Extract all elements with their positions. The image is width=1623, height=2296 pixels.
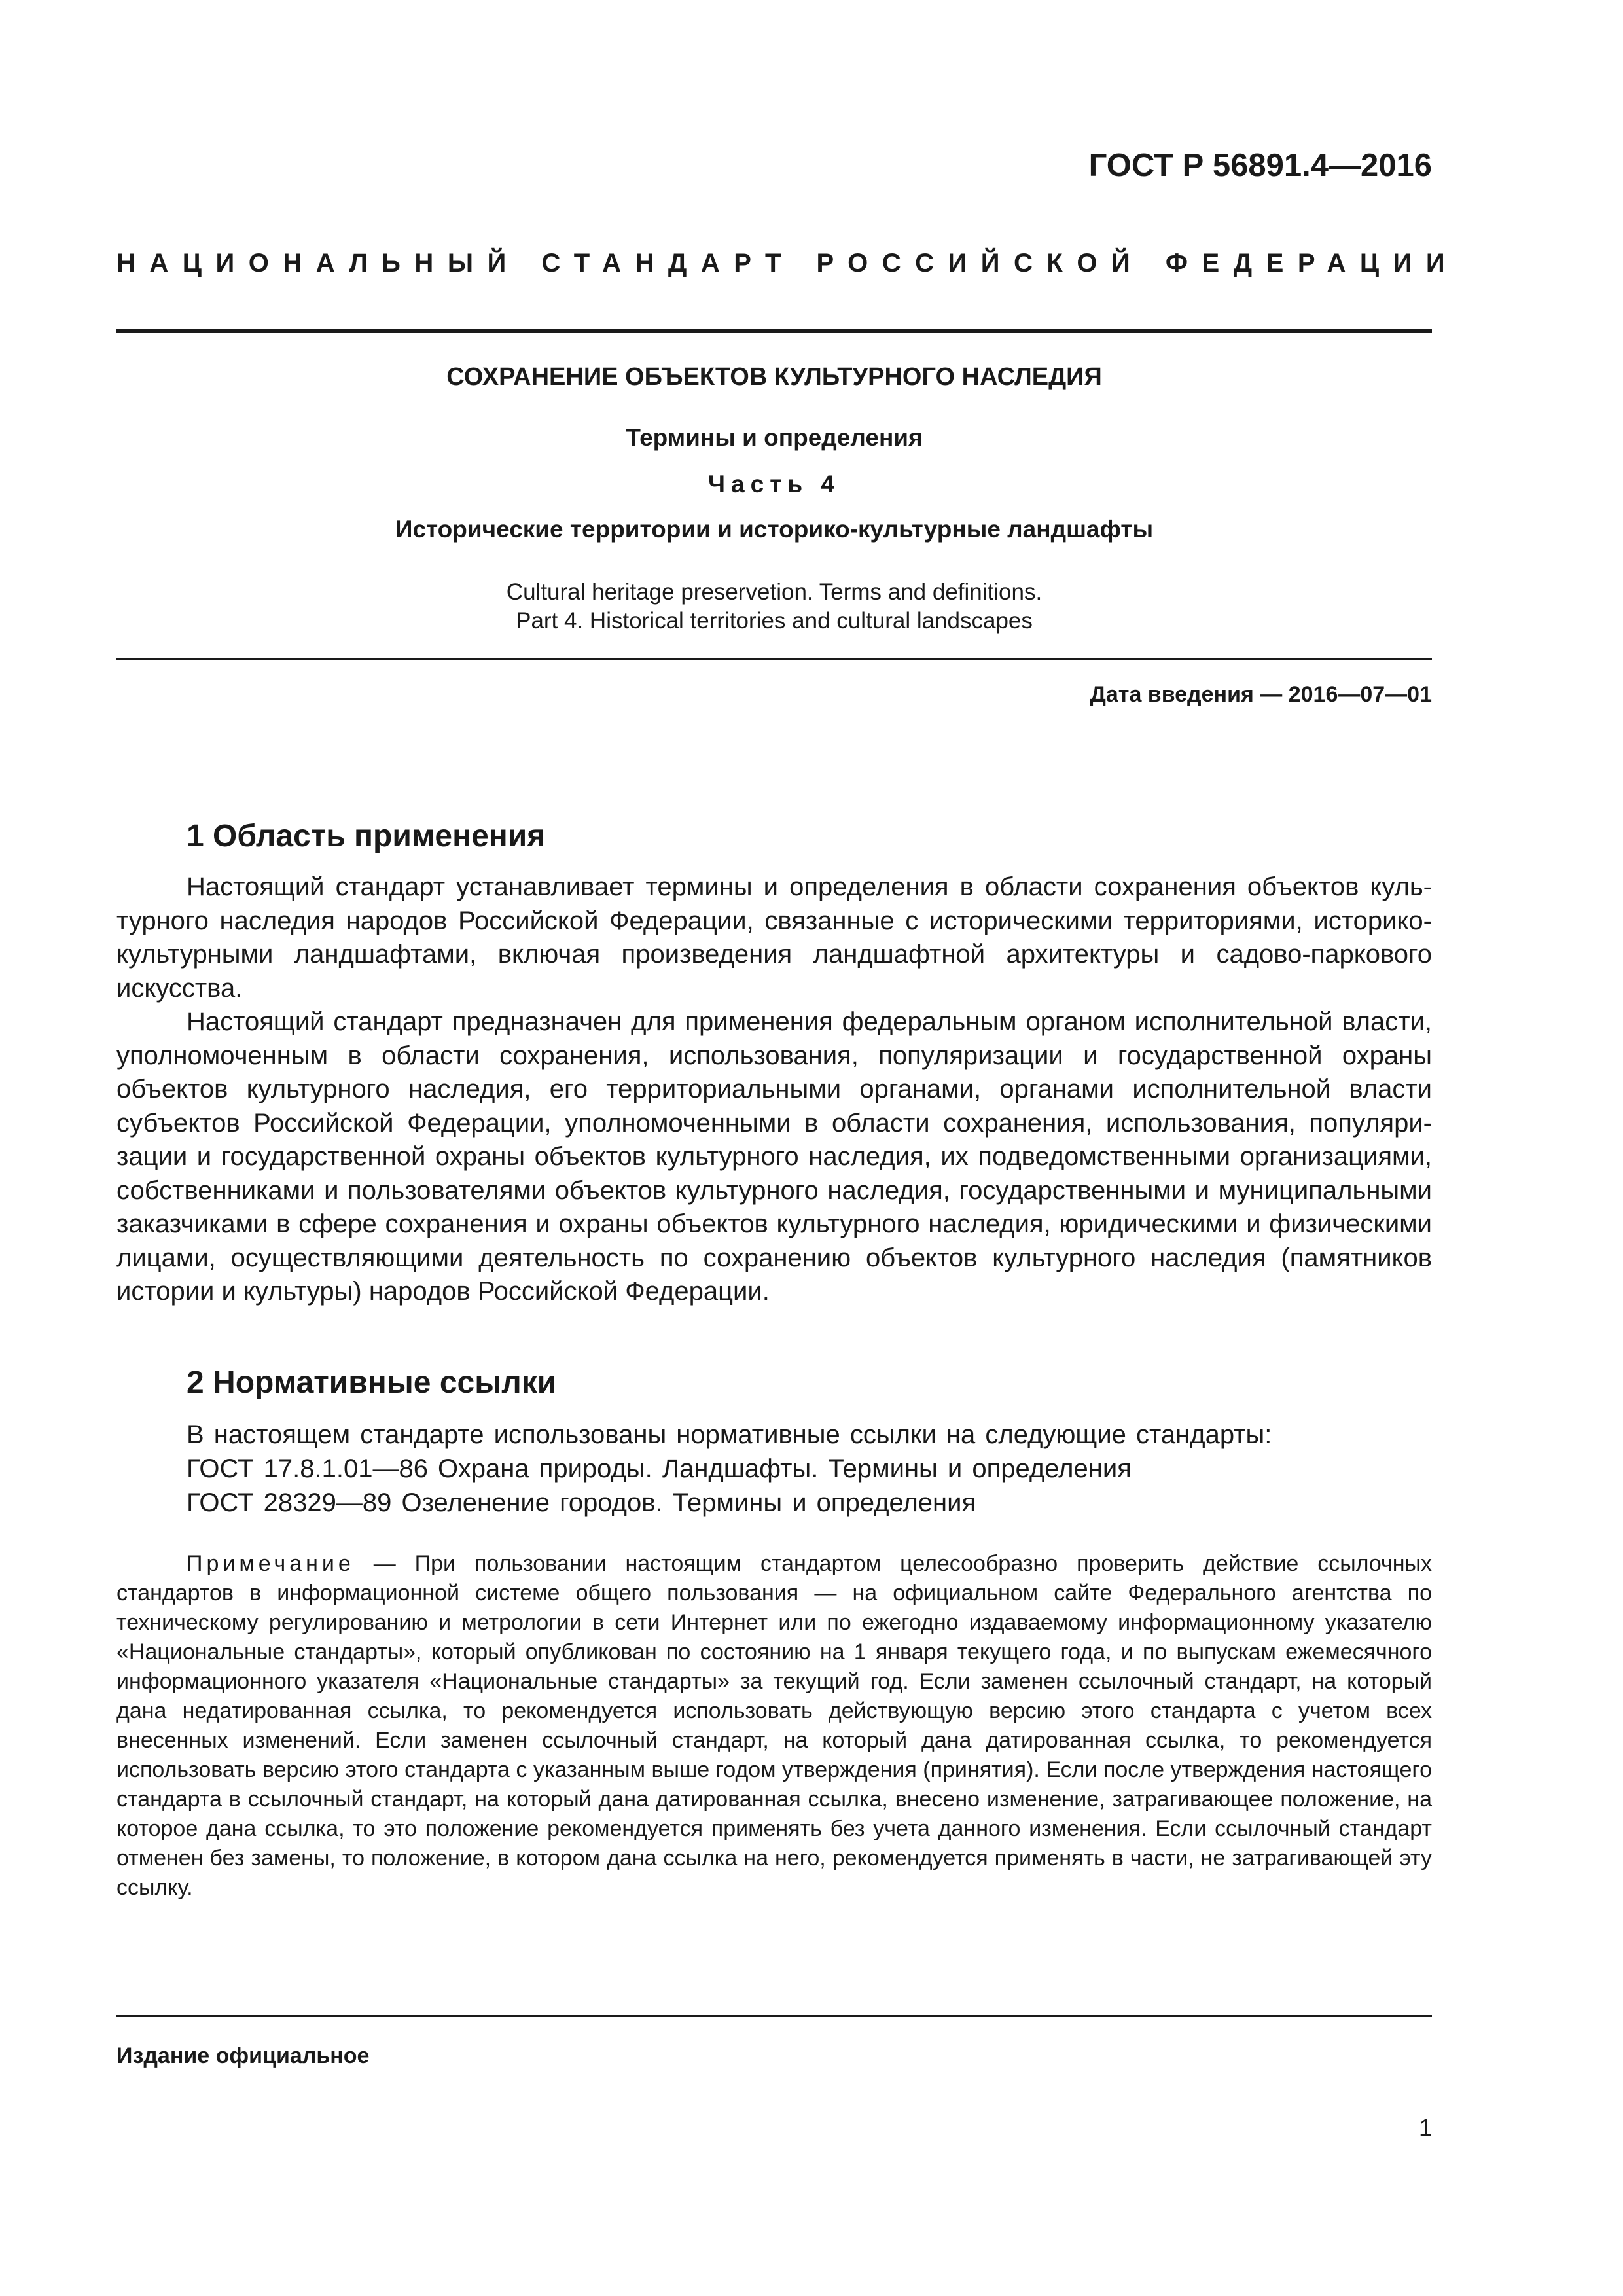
section-1-paragraph-2: Настоящий стандарт предназначен для применения федеральным органом исполнительной власти, уполномоченным в области сохранения, использования, популяризации и государственной охраны объектов культурного наследия, его территориальными органами, органами исполнительной власти субъектов Российской Федерации, уполномоченными в области сохранения, использования, популяризации и государственной охраны объектов культурного наследия, их подведомственными организациями, собственниками и пользователями объектов культурного наследия, государственными и муниципальными заказчиками в сфере сохранения и охраны объектов культурного наследия, юридическими и физическими лицами, осуществляющими деятельность по сохранению объектов культурного наследия (памятников истории и культуры) народов Российской Федерации. [116,1007,1432,1306]
section-1-heading: 1 Область применения [187,819,546,853]
national-standard-banner: НАЦИОНАЛЬНЫЙ СТАНДАРТ РОССИЙСКОЙ ФЕДЕРАЦИИ [116,249,1459,278]
note-text: — При пользовании настоящим стандартом целесообразно проверить действие ссылочных стандартов в информационной системе общего пользования — на официальном сайте Федерального агентства по техническому регулированию и метрологии в сети Интернет или по ежегодно издаваемому информационному указателю «Национальные стандарты», который опубликован по состоянию на 1 января текущего года, и по выпускам ежемесячного информационного указателя «Национальные стандарты» за текущий год. Если заменен ссылочный стандарт, на который дана недатированная ссылка, то рекомендуется использовать действующую версию этого стандарта с учетом всех внесенных изменений. Если заменен ссылочный стандарт, на который дана датированная ссылка, то рекомендуется использовать версию этого стандарта с указанным выше годом утверждения (принятия). Если после утверждения настоящего стандарта в ссылочный стандарт, на который дана датированная ссылка, внесено изменение, затрагивающее положение, на которое дана ссылка, то это положение рекомендуется применять без учета данного изменения. Если ссылочный стандарт отменен без замены, то положение, в котором дана ссылка на него, рекомендуется применять в части, не затрагивающей эту ссылку. [116,1551,1432,1900]
page-number: 1 [1418,2114,1432,2141]
document-subtitle: Термины и определения [626,424,923,451]
introduction-date: Дата введения — 2016—07—01 [1090,682,1432,707]
header-divider [116,329,1432,333]
section-1-paragraph-1: Настоящий стандарт устанавливает термины и определения в области сохранения объектов культурного наследия народов Российской Федерации, связанные с историческими территориями, историко-культурными ландшафтами, включая произведения ландшафтной архитектуры и садово-паркового искусства. [116,872,1432,1003]
official-edition-label: Издание официальное [116,2043,370,2068]
reference-item: ГОСТ 28329—89 Озеленение городов. Термины и определения [187,1488,976,1517]
document-code: ГОСТ Р 56891.4—2016 [1088,148,1432,183]
document-title: СОХРАНЕНИЕ ОБЪЕКТОВ КУЛЬТУРНОГО НАСЛЕДИЯ [446,363,1102,391]
document-part-title: Исторические территории и историко-культурные ландшафты [395,516,1154,543]
note-paragraph [116,1549,1432,1903]
english-title-line1: Cultural heritage preservetion. Terms and definitions. [506,579,1043,605]
section-2-heading: 2 Нормативные ссылки [187,1365,557,1400]
reference-item: ГОСТ 17.8.1.01—86 Охрана природы. Ландшафты. Термины и определения [187,1454,1132,1483]
section-2-intro: В настоящем стандарте использованы нормативные ссылки на следующие стандарты: [187,1420,1272,1449]
english-title-line2: Part 4. Historical territories and cultural landscapes [516,608,1033,634]
title-divider [116,658,1432,660]
document-part: Часть 4 [708,471,840,497]
footer-divider [116,2015,1432,2017]
note-label: Примечание [187,1551,355,1576]
